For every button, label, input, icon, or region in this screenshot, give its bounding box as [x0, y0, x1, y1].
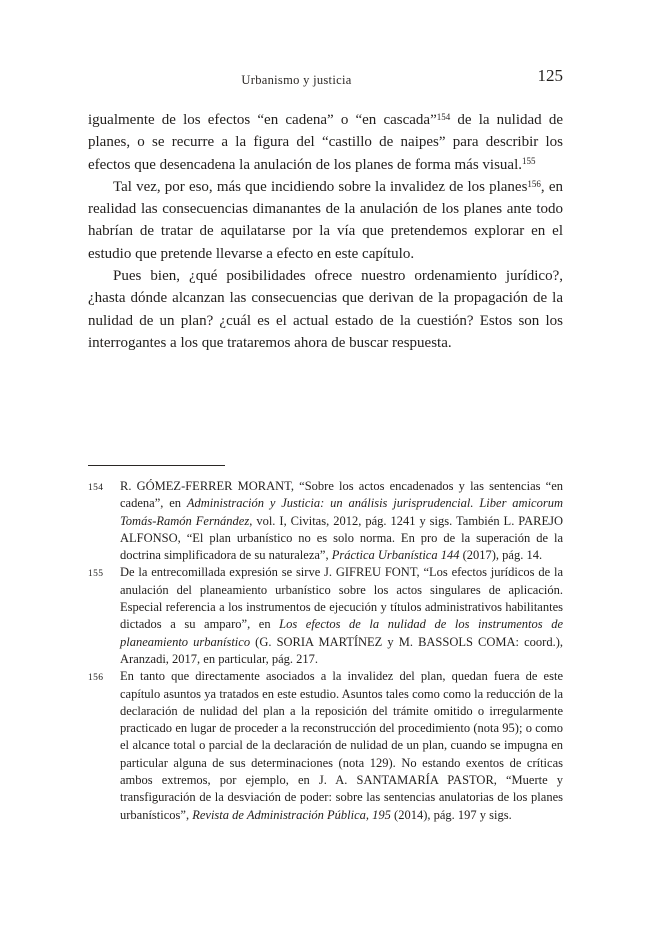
text-run: igualmente de los efectos “en cadena” o “en cascada”	[88, 112, 437, 128]
footnote-item	[88, 668, 563, 824]
footnote-ref: 154	[436, 111, 451, 122]
footnote-number: 154	[88, 482, 104, 493]
footnote-number: 155	[88, 568, 104, 579]
footnote-text	[120, 478, 563, 564]
text-run: En tanto que directamente asociados a la invalidez del plan, quedan fuera de este capítulo asuntos ya tratados en este estudio. Asuntos tales como como la reducción de la declaración de nulidad del plan a la reposición del trámite omitido o irregularmente practicado en lugar de proceder a la reconstrucción del procedimiento (nota 95); o como el alcance total o parcial de la declaración de nulidad de un plan, cuando se impugna en particular alguna de sus determinaciones (nota 129). No estando exentos de críticas ambos extremos, por ejemplo, en J. A. SANTAMARÍA PASTOR, “Muerte y transfiguración de la desviación de poder: sobre las sentencias anulatorias de los planes urbanísticos”,	[120, 669, 563, 822]
text-run: Pues bien, ¿qué posibilidades ofrece nuestro ordenamiento jurídico?, ¿hasta dónde alcanzan las consecuencias que derivan de la propagación de la nulidad de un plan? ¿cuál es el actual estado de la cuestión? Estos son los interrogantes a los que trataremos ahora de buscar respuesta.	[88, 268, 563, 351]
italic-text: Revista de Administración Pública, 195	[192, 807, 391, 822]
footnote-number: 156	[88, 672, 104, 683]
text-run: (2014), pág. 197 y sigs.	[390, 807, 512, 822]
text-run: de la nulidad de planes, o se recurre a la figura del “castillo de naipes” para describir los efectos que desencadena la anulación de los planes de forma más visual.	[88, 112, 563, 173]
text-run: De la entrecomillada expresión se sirve J. GIFREU FONT, “Los efectos jurídicos de la anulación del planeamiento urbanístico sobre los actos singulares de aplicación. Especial referencia a los instrumentos de ejecución y títulos administrativos habilitantes dictados a su amparo”, en	[120, 565, 563, 632]
footnote-item	[88, 478, 563, 564]
footnote-text	[120, 564, 563, 668]
text-run: (2017), pág. 14.	[459, 548, 543, 563]
footnote-ref: 155	[522, 156, 536, 167]
page-number: 125	[537, 66, 563, 85]
italic-text: Práctica Urbanística 144	[331, 548, 460, 563]
footnote-list	[88, 478, 563, 824]
footnote-text	[120, 668, 563, 824]
text-run: R. GÓMEZ-FERRER MORANT, “Sobre los actos encadenados y las sentencias “en cadena”, en	[120, 479, 563, 511]
paragraph	[88, 176, 563, 265]
paragraph	[88, 109, 563, 176]
paragraph	[88, 265, 563, 354]
footnote-separator	[88, 465, 225, 466]
text-run: , en realidad las consecuencias dimanantes de la anulación de los planes ante todo habrían de tratar de aquilatarse por la vía que pretendemos explorar en el estudio que pretende llevarse a efecto en este capítulo.	[88, 178, 563, 262]
italic-text: Los efectos de la nulidad de los instrumentos de planeamiento urbanístico	[120, 617, 563, 649]
text-run: (G. SORIA MARTÍNEZ y M. BASSOLS COMA: coord.), Aranzadi, 2017, en particular, pág. 217.	[120, 634, 563, 666]
body-paragraphs	[88, 109, 563, 354]
text-run: , vol. I, Civitas, 2012, pág. 1241 y sigs. También L. PAREJO ALFONSO, “El plan urbanístico no es solo norma. En pro de la superación de la doctrina simplificadora de su naturaleza”,	[120, 513, 563, 563]
footnote-item	[88, 564, 563, 668]
footnote-ref: 156	[527, 178, 541, 189]
text-run: Tal vez, por eso, más que incidiendo sobre la invalidez de los planes	[113, 178, 528, 195]
italic-text: Administración y Justicia: un análisis jurisprudencial. Liber amicorum Tomás-Ramón Fernández	[120, 496, 563, 528]
running-title: Urbanismo y justicia	[241, 73, 352, 87]
